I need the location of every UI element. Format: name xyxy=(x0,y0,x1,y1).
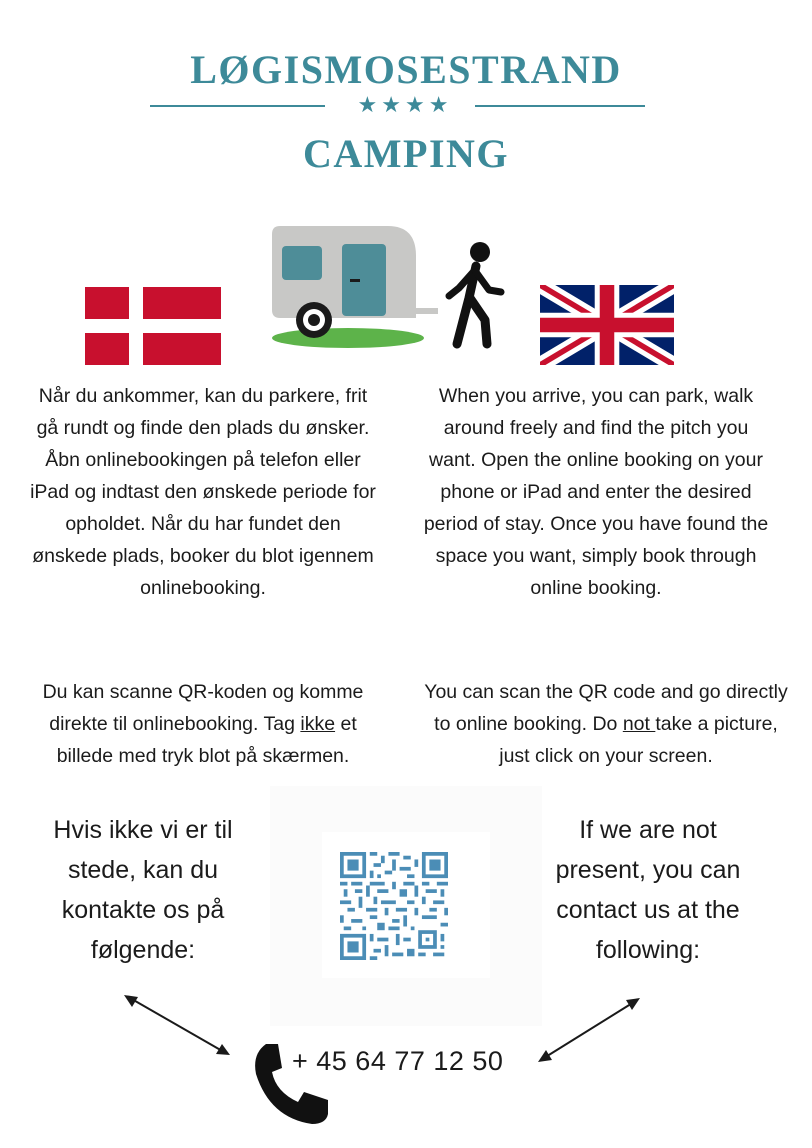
english-qr-text-end: take a picture, just click on your screen. xyxy=(499,713,778,767)
english-qr-text xyxy=(418,676,794,772)
double-arrow-right-icon xyxy=(534,994,646,1066)
danish-qr-text xyxy=(22,676,384,772)
header-rule-right xyxy=(475,105,645,107)
danish-qr-text-start: Du kan scanne QR-koden og komme direkte til onlinebooking. Tag xyxy=(42,681,364,735)
title-camping: CAMPING xyxy=(302,131,510,176)
danish-flag-icon xyxy=(85,287,221,365)
danish-contact-text: Hvis ikke vi er til stede, kan du kontakte os på følgende: xyxy=(53,816,233,964)
rating-stars: ★★★★ xyxy=(357,93,453,118)
uk-flag-icon xyxy=(540,285,674,365)
phone-number[interactable]: + 45 64 77 12 50 xyxy=(292,1046,504,1076)
caravan-icon xyxy=(270,222,440,350)
double-arrow-left-icon xyxy=(118,990,236,1060)
danish-qr-text-end: et billede med tryk blot på skærmen. xyxy=(56,713,357,767)
english-intro-text: When you arrive, you can park, walk around freely and find the pitch you want. Open the online booking on your phone or iPad and enter the desired period of stay. Once you have found the space you want, simply book through online booking. xyxy=(423,385,769,599)
english-contact-text: If we are not present, you can contact us at the following: xyxy=(555,816,741,964)
header-rule-left xyxy=(150,105,325,107)
walking-person-icon xyxy=(443,240,505,350)
english-qr-text-start: You can scan the QR code and go directly to online booking. Do xyxy=(424,681,788,735)
danish-qr-emphasis: ikke xyxy=(300,713,336,735)
english-qr-emphasis: not xyxy=(622,713,656,735)
qr-code-icon[interactable] xyxy=(340,852,448,960)
danish-intro-text: Når du ankommer, kan du parkere, frit gå rundt og finde den plads du ønsker. Åbn onlinebookingen på telefon eller iPad og indtast den ønskede periode for opholdet. Når du har fundet den ønskede plads, booker du blot igennem onlinebooking. xyxy=(30,385,376,599)
title-camp-name: LØGISMOSESTRAND xyxy=(190,47,622,92)
